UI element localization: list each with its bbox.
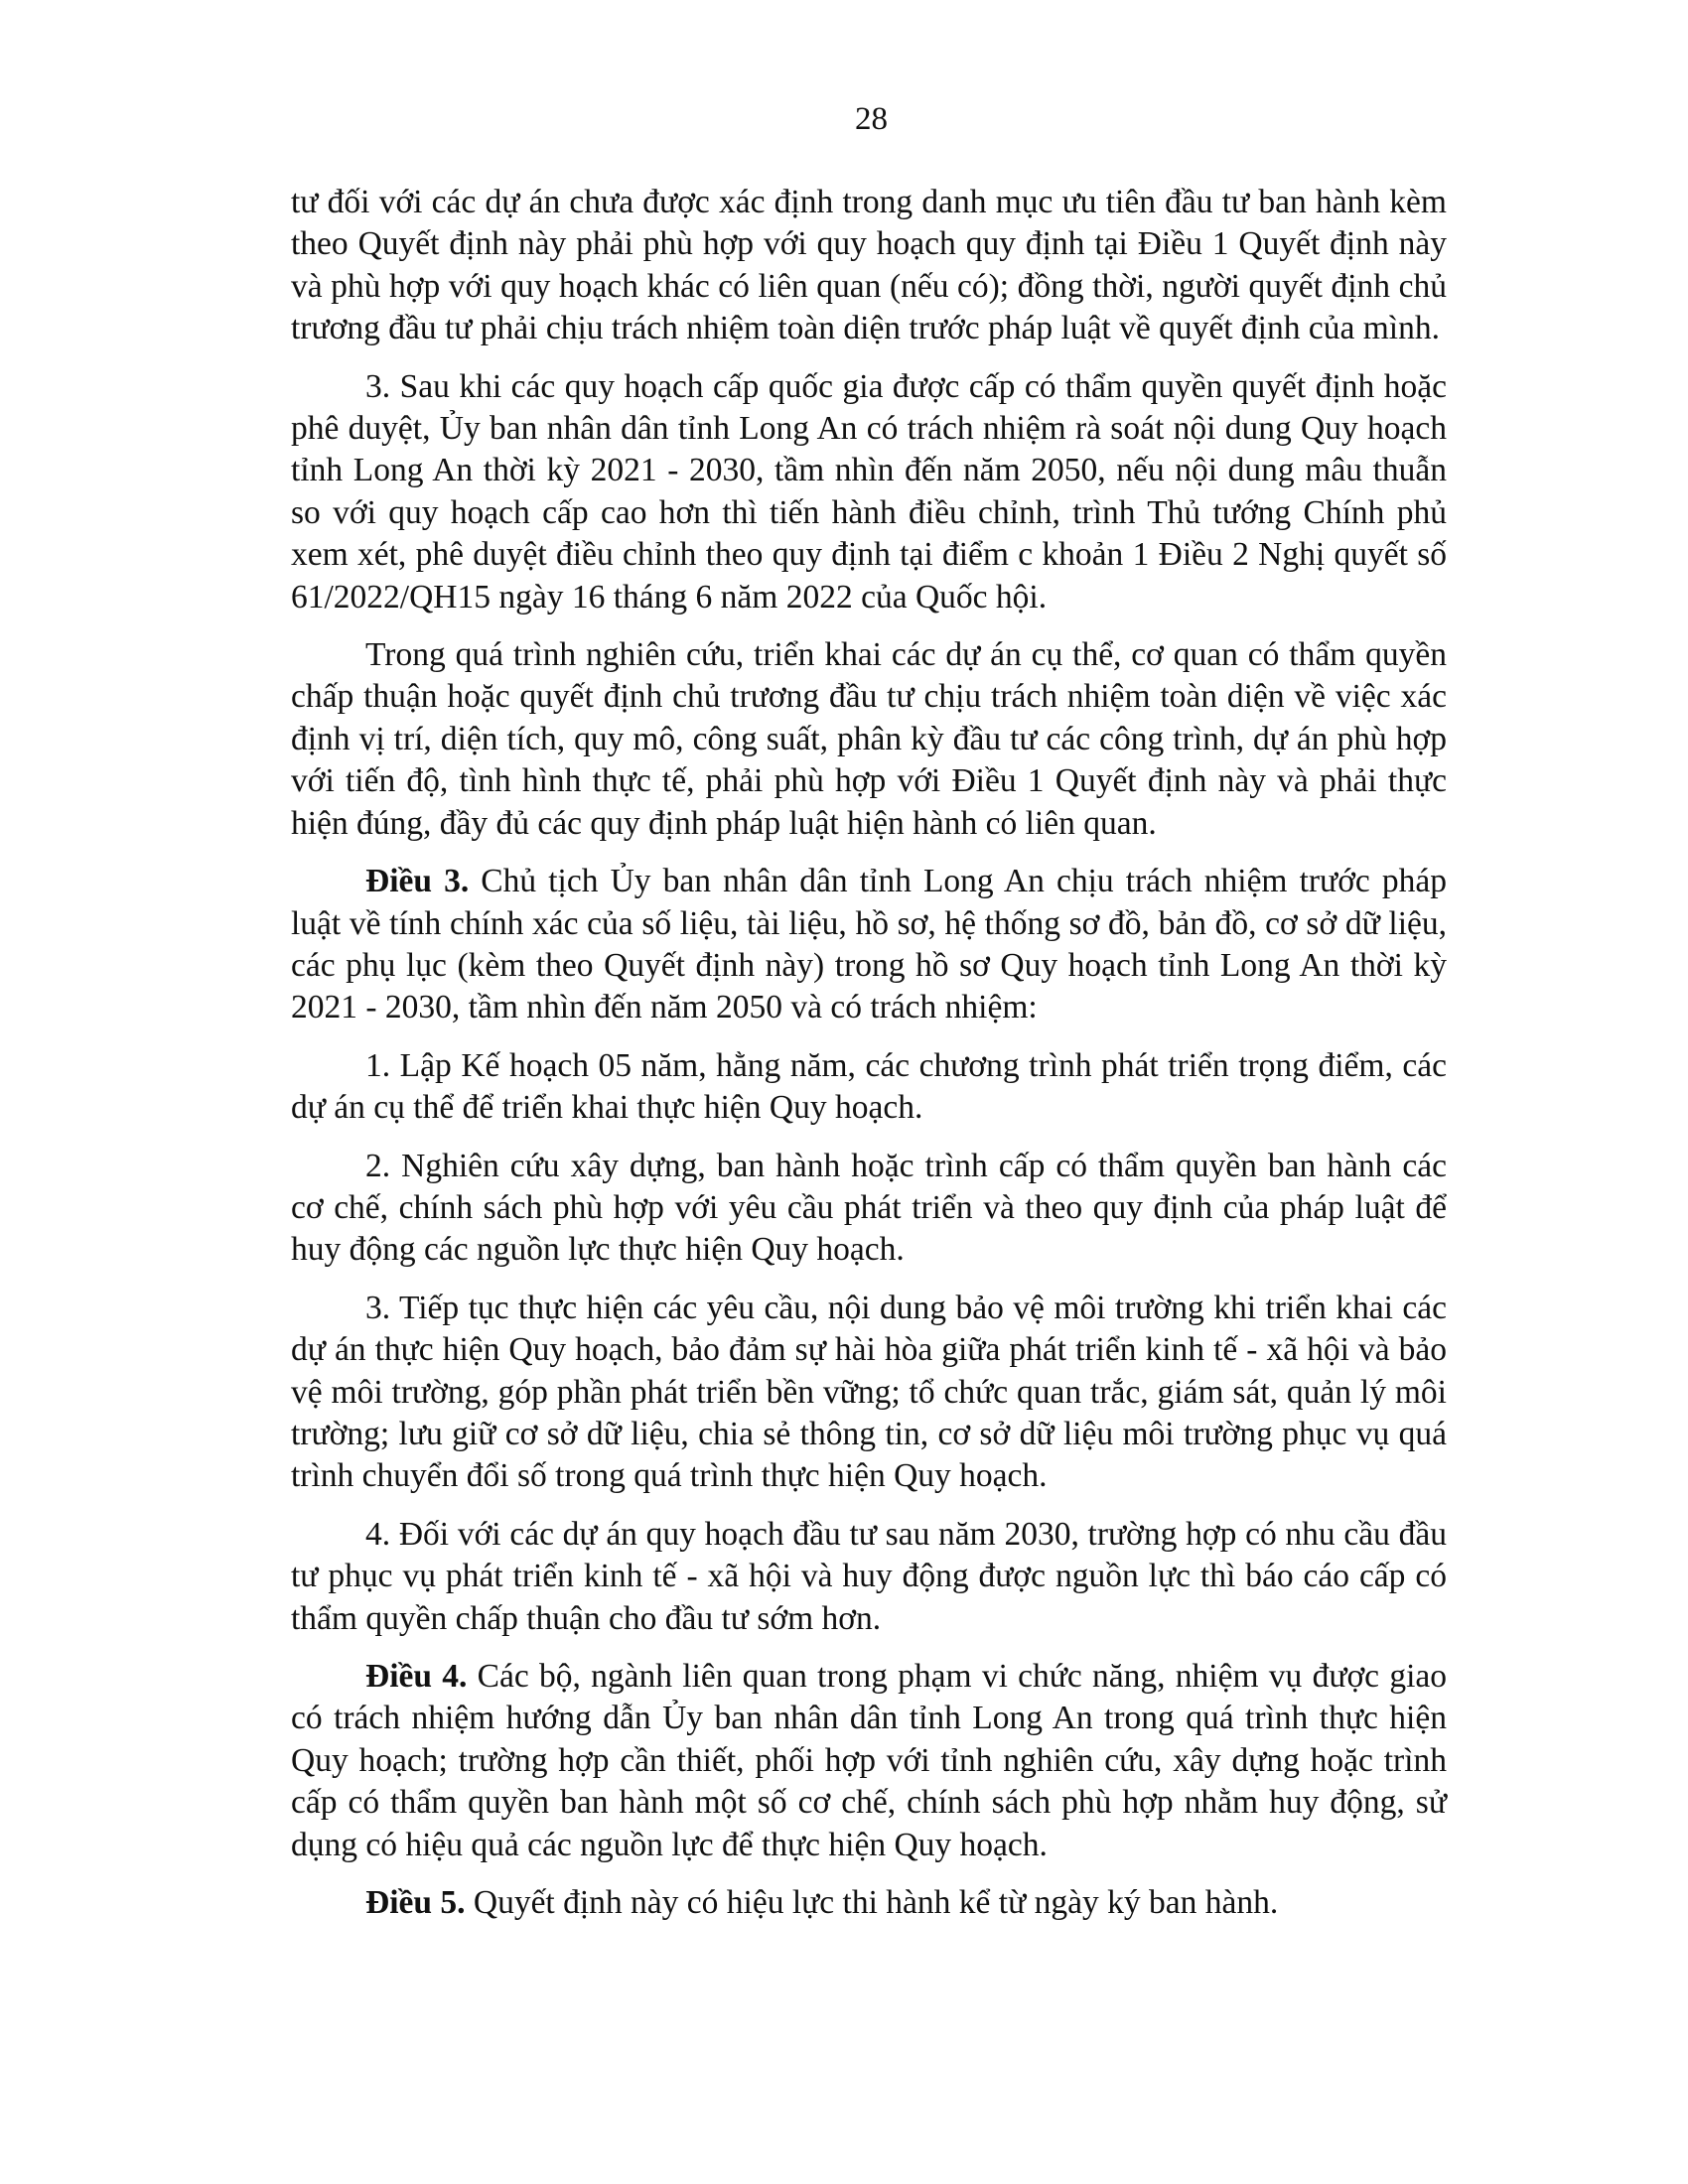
article-3-item-3 xyxy=(291,1288,1447,1498)
paragraph-text: 3. Sau khi các quy hoạch cấp quốc gia được cấp có thẩm quyền quyết định hoặc phê duyệt, Ủy ban nhân dân tỉnh Long An có trách nhiệm rà soát nội dung Quy hoạch tỉnh Long An thời kỳ 2021 - 2030, tầm nhìn đến năm 2050, nếu nội dung mâu thuẫn so với quy hoạch cấp cao hơn thì tiến hành điều chỉnh, trình Thủ tướng Chính phủ xem xét, phê duyệt điều chỉnh theo quy định tại điểm c khoản 1 Điều 2 Nghị quyết số 61/2022/QH15 ngày 16 tháng 6 năm 2022 của Quốc hội. xyxy=(291,367,1447,615)
paragraph-clause-3 xyxy=(291,366,1447,618)
article-4 xyxy=(291,1656,1447,1866)
paragraph-text: tư đối với các dự án chưa được xác định trong danh mục ưu tiên đầu tư ban hành kèm theo Quyết định này phải phù hợp với quy hoạch quy định tại Điều 1 Quyết định này và phù hợp với quy hoạch khác có liên quan (nếu có); đồng thời, người quyết định chủ trương đầu tư phải chịu trách nhiệm toàn diện trước pháp luật về quyết định của mình. xyxy=(291,184,1447,347)
paragraph-text: Quyết định này có hiệu lực thi hành kể từ ngày ký ban hành. xyxy=(465,1884,1279,1922)
article-3-item-4 xyxy=(291,1514,1447,1640)
page-number: 28 xyxy=(855,101,888,137)
document-body xyxy=(291,182,1447,1940)
paragraph-continuation xyxy=(291,182,1447,350)
paragraph-text: Trong quá trình nghiên cứu, triển khai các dự án cụ thể, cơ quan có thẩm quyền chấp thuận hoặc quyết định chủ trương đầu tư chịu trách nhiệm toàn diện về việc xác định vị trí, diện tích, quy mô, công suất, phân kỳ đầu tư các công trình, dự án phù hợp với tiến độ, tình hình thực tế, phải phù hợp với Điều 1 Quyết định này và phải thực hiện đúng, đầy đủ các quy định pháp luật hiện hành có liên quan. xyxy=(291,636,1447,842)
article-3-item-1 xyxy=(291,1045,1447,1130)
article-3-label: Điều 3. xyxy=(365,863,470,900)
article-4-label: Điều 4. xyxy=(365,1658,468,1695)
paragraph-text: Chủ tịch Ủy ban nhân dân tỉnh Long An chịu trách nhiệm trước pháp luật về tính chính xác của số liệu, tài liệu, hồ sơ, hệ thống sơ đồ, bản đồ, cơ sở dữ liệu, các phụ lục (kèm theo Quyết định này) trong hồ sơ Quy hoạch tỉnh Long An thời kỳ 2021 - 2030, tầm nhìn đến năm 2050 và có trách nhiệm: xyxy=(291,863,1447,1026)
paragraph-implementation xyxy=(291,634,1447,845)
paragraph-text: 3. Tiếp tục thực hiện các yêu cầu, nội dung bảo vệ môi trường khi triển khai các dự án thực hiện Quy hoạch, bảo đảm sự hài hòa giữa phát triển kinh tế - xã hội và bảo vệ môi trường, góp phần phát triển bền vững; tổ chức quan trắc, giám sát, quản lý môi trường; lưu giữ cơ sở dữ liệu, chia sẻ thông tin, cơ sở dữ liệu môi trường phục vụ quá trình chuyển đổi số trong quá trình thực hiện Quy hoạch. xyxy=(291,1289,1447,1495)
article-5 xyxy=(291,1882,1447,1924)
article-3-item-2 xyxy=(291,1146,1447,1272)
paragraph-text: 4. Đối với các dự án quy hoạch đầu tư sau năm 2030, trường hợp có nhu cầu đầu tư phục vụ phát triển kinh tế - xã hội và huy động được nguồn lực thì báo cáo cấp có thẩm quyền chấp thuận cho đầu tư sớm hơn. xyxy=(291,1515,1447,1637)
article-3 xyxy=(291,861,1447,1029)
article-5-label: Điều 5. xyxy=(365,1884,466,1922)
paragraph-text: 1. Lập Kế hoạch 05 năm, hằng năm, các chương trình phát triển trọng điểm, các dự án cụ thể để triển khai thực hiện Quy hoạch. xyxy=(291,1046,1447,1127)
paragraph-text: 2. Nghiên cứu xây dựng, ban hành hoặc trình cấp có thẩm quyền ban hành các cơ chế, chính sách phù hợp với yêu cầu phát triển và theo quy định của pháp luật để huy động các nguồn lực thực hiện Quy hoạch. xyxy=(291,1147,1447,1269)
paragraph-text: Các bộ, ngành liên quan trong phạm vi chức năng, nhiệm vụ được giao có trách nhiệm hướng dẫn Ủy ban nhân dân tỉnh Long An trong quá trình thực hiện Quy hoạch; trường hợp cần thiết, phối hợp với tỉnh nghiên cứu, xây dựng hoặc trình cấp có thẩm quyền ban hành một số cơ chế, chính sách phù hợp nhằm huy động, sử dụng có hiệu quả các nguồn lực để thực hiện Quy hoạch. xyxy=(291,1658,1447,1863)
